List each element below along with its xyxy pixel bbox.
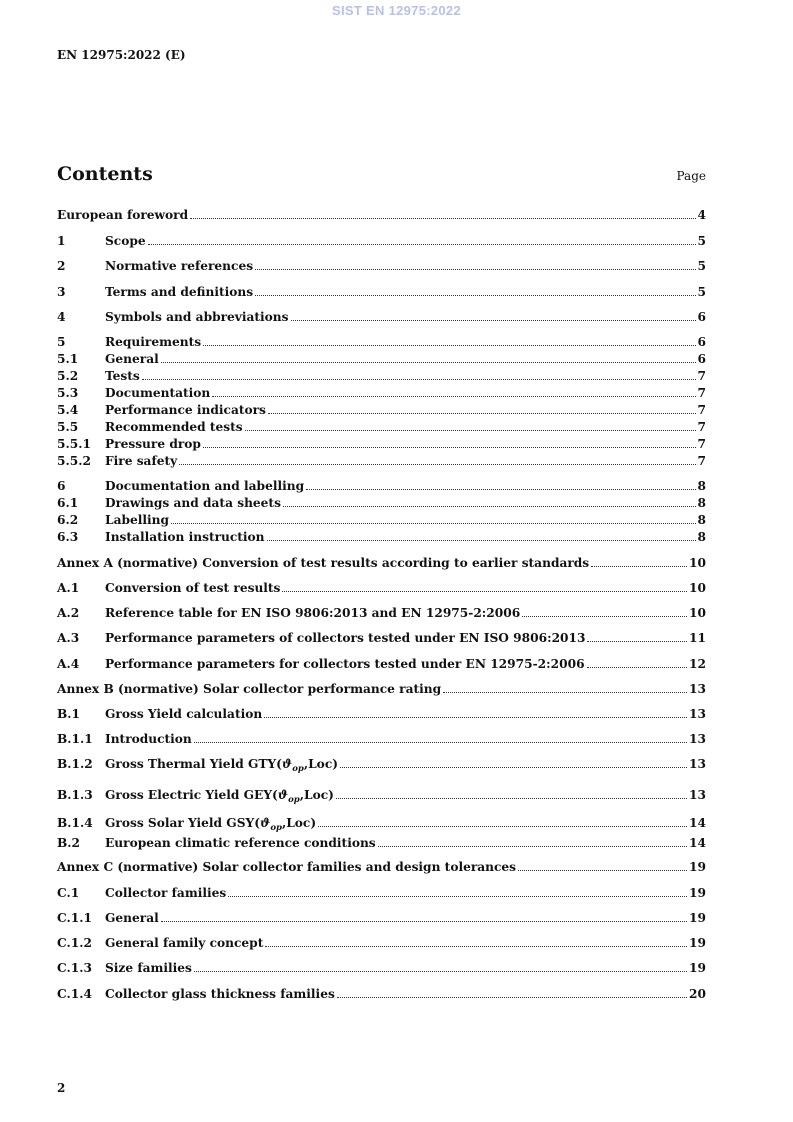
toc-entry-title-suffix: ,Loc) — [299, 788, 334, 802]
toc-dot-leader — [203, 446, 696, 448]
toc-entry-title — [105, 309, 289, 325]
toc-entry-title — [105, 368, 140, 384]
toc-entry[interactable] — [57, 478, 706, 494]
toc-entry-page: 11 — [689, 631, 706, 645]
toc-entry-title-text: Gross Solar Yield GSY( — [105, 816, 260, 830]
theta-symbol: ϑ — [281, 757, 293, 771]
toc-entry-title-text: Scope — [105, 234, 146, 248]
toc-entry-title — [105, 453, 177, 469]
toc-entry-number: 5.5.1 — [57, 437, 91, 451]
toc-entry[interactable] — [57, 859, 706, 875]
toc-entry-number: C.1 — [57, 886, 80, 900]
toc-dot-leader — [378, 845, 687, 847]
toc-entry[interactable] — [57, 935, 706, 951]
toc-entry-title — [105, 815, 316, 831]
toc-entry-page: 10 — [689, 556, 706, 570]
toc-dot-leader — [518, 869, 687, 871]
toc-entry-page: 8 — [697, 513, 706, 527]
toc-entry-page: 13 — [689, 732, 706, 746]
toc-entry-page: 8 — [697, 530, 706, 544]
toc-entry[interactable] — [57, 402, 706, 418]
toc-dot-leader — [212, 395, 695, 397]
toc-entry-page: 10 — [689, 606, 706, 620]
toc-dot-leader — [161, 920, 687, 922]
toc-entry-page: 7 — [697, 454, 706, 468]
toc-entry[interactable] — [57, 233, 706, 249]
toc-entry[interactable] — [57, 207, 706, 223]
toc-dot-leader — [179, 463, 695, 465]
toc-entry-title-suffix: ,Loc) — [303, 757, 339, 771]
toc-entry-title — [105, 385, 210, 401]
toc-entry-page: 13 — [689, 757, 706, 771]
toc-entry-number: 5.1 — [57, 352, 79, 366]
toc-entry-title-text: Gross Thermal Yield GTY( — [105, 757, 282, 771]
toc-entry[interactable] — [57, 986, 706, 1002]
toc-entry-title — [57, 555, 589, 571]
toc-entry[interactable] — [57, 529, 706, 545]
toc-entry[interactable] — [57, 334, 706, 350]
toc-entry-title-text: Introduction — [105, 732, 192, 746]
toc-entry[interactable] — [57, 495, 706, 511]
toc-dot-leader — [283, 505, 696, 507]
toc-entry-number: C.1.2 — [57, 936, 92, 950]
toc-dot-leader — [264, 716, 687, 718]
toc-entry-page: 13 — [689, 707, 706, 721]
toc-entry-title-text: Reference table for EN ISO 9806:2013 and EN 12975-2:2006 — [105, 606, 521, 620]
toc-entry-title — [105, 605, 520, 621]
toc-entry[interactable] — [57, 960, 706, 976]
toc-entry-page: 14 — [689, 816, 706, 830]
toc-entry-number: B.1.3 — [57, 788, 93, 802]
toc-entry-title — [57, 859, 516, 875]
toc-entry-number: A.2 — [57, 606, 80, 620]
toc-entry[interactable] — [57, 284, 706, 300]
toc-entry-title — [105, 835, 376, 851]
toc-entry-title-text: Gross Yield calculation — [105, 707, 263, 721]
toc-entry-title-text: Conversion of test results — [105, 581, 281, 595]
toc-entry-number: 3 — [57, 285, 66, 299]
toc-dot-leader — [267, 539, 696, 541]
toc-entry-title-text: General — [105, 352, 159, 366]
toc-entry-number: 5 — [57, 335, 66, 349]
toc-entry-title-text: Collector families — [105, 886, 227, 900]
toc-entry-page: 19 — [689, 860, 706, 874]
toc-entry-number: 5.2 — [57, 369, 79, 383]
page-number: 2 — [57, 1081, 66, 1095]
toc-entry-title-text: Documentation — [105, 386, 211, 400]
toc-entry-page: 5 — [697, 285, 706, 299]
toc-entry-page: 7 — [697, 420, 706, 434]
toc-entry-title-text: Size families — [105, 961, 192, 975]
toc-dot-leader — [194, 741, 687, 743]
toc-entry-page: 5 — [697, 259, 706, 273]
theta-symbol: ϑ — [260, 816, 271, 830]
toc-entry-number: B.1.2 — [57, 757, 93, 771]
toc-entry-title — [57, 207, 188, 223]
toc-entry-title-text: European foreword — [57, 208, 189, 222]
toc-dot-leader — [318, 825, 687, 827]
toc-entry-number: 2 — [57, 259, 66, 273]
toc-entry-title — [105, 512, 169, 528]
toc-entry-title — [105, 885, 226, 901]
toc-entry-title — [105, 529, 265, 545]
toc-entry-page: 20 — [689, 987, 706, 1001]
toc-dot-leader — [336, 797, 687, 799]
toc-entry-title-text: Performance parameters for collectors tested under EN 12975-2:2006 — [105, 657, 585, 671]
toc-entry-title — [105, 284, 253, 300]
toc-dot-leader — [306, 488, 695, 490]
page-column-label: Page — [676, 169, 706, 183]
toc-dot-leader — [228, 895, 687, 897]
toc-entry[interactable] — [57, 351, 706, 367]
toc-entry-title-text: European climatic reference conditions — [105, 836, 376, 850]
toc-entry-number: 6 — [57, 479, 66, 493]
toc-entry-title-text: Gross Electric Yield GEY( — [105, 788, 278, 802]
toc-entry-number: 5.4 — [57, 403, 79, 417]
toc-entry-title-text: Tests — [105, 369, 140, 383]
toc-entry-number: 5.5 — [57, 420, 79, 434]
toc-entry-title — [105, 706, 262, 722]
document-id: EN 12975:2022 (E) — [57, 48, 186, 62]
toc-entry[interactable] — [57, 706, 706, 722]
toc-entry-title — [105, 986, 335, 1002]
toc-entry-title-text: Labelling — [105, 513, 170, 527]
toc-entry-number: B.2 — [57, 836, 81, 850]
toc-dot-leader — [255, 268, 695, 270]
toc-entry-title-suffix: ,Loc) — [281, 816, 317, 830]
toc-entry-title — [105, 960, 192, 976]
toc-entry-page: 5 — [697, 234, 706, 248]
toc-entry-title — [105, 402, 266, 418]
toc-entry-number: 6.2 — [57, 513, 79, 527]
toc-entry[interactable] — [57, 756, 706, 772]
toc-entry[interactable] — [57, 580, 706, 596]
toc-dot-leader — [203, 344, 695, 346]
subscript-op: op — [292, 764, 304, 774]
toc-entry[interactable] — [57, 385, 706, 401]
toc-entry-page: 14 — [689, 836, 706, 850]
toc-entry-page: 19 — [689, 911, 706, 925]
toc-entry-title-text: Terms and definitions — [105, 285, 254, 299]
toc-entry[interactable] — [57, 731, 706, 747]
toc-dot-leader — [194, 970, 687, 972]
toc-entry-title-text: Drawings and data sheets — [105, 496, 281, 510]
toc-entry-number: A.3 — [57, 631, 80, 645]
toc-entry-title — [105, 351, 159, 367]
toc-entry-number: C.1.3 — [57, 961, 92, 975]
toc-entry-number: 5.3 — [57, 386, 79, 400]
toc-entry-title-text: General family concept — [105, 936, 264, 950]
toc-entry-page: 19 — [689, 961, 706, 975]
toc-entry-page: 8 — [697, 479, 706, 493]
toc-entry-number: 6.3 — [57, 530, 79, 544]
toc-entry-page: 7 — [697, 437, 706, 451]
toc-entry-page: 10 — [689, 581, 706, 595]
toc-entry-title-text: Annex C (normative) Solar collector families and design tolerances — [57, 860, 517, 874]
toc-entry[interactable] — [57, 555, 706, 571]
toc-entry[interactable] — [57, 512, 706, 528]
toc-entry-title — [105, 580, 280, 596]
toc-dot-leader — [443, 691, 687, 693]
toc-dot-leader — [337, 996, 687, 998]
toc-entry-title — [105, 495, 281, 511]
toc-entry[interactable] — [57, 453, 706, 469]
toc-entry-title-text: Requirements — [105, 335, 202, 349]
toc-entry-number: B.1 — [57, 707, 81, 721]
toc-entry-page: 8 — [697, 496, 706, 510]
toc-entry-title — [105, 258, 253, 274]
toc-dot-leader — [291, 319, 696, 321]
toc-entry-page: 6 — [697, 352, 706, 366]
toc-entry-title-text: Normative references — [105, 259, 254, 273]
toc-entry-number: 6.1 — [57, 496, 79, 510]
toc-entry-page: 4 — [697, 208, 706, 222]
toc-entry-page: 19 — [689, 936, 706, 950]
subscript-op: op — [270, 823, 282, 833]
toc-entry-page: 13 — [689, 682, 706, 696]
toc-entry-title — [105, 935, 263, 951]
toc-entry-title-text: Collector glass thickness families — [105, 987, 335, 1001]
toc-dot-leader — [587, 666, 687, 668]
toc-entry-title — [105, 334, 201, 350]
toc-entry-title-text: Documentation and labelling — [105, 479, 305, 493]
toc-entry-title-text: Installation instruction — [105, 530, 265, 544]
toc-entry-title-text: Annex A (normative) Conversion of test results according to earlier standards — [57, 556, 590, 570]
toc-entry[interactable] — [57, 436, 706, 452]
toc-dot-leader — [265, 945, 687, 947]
toc-entry-title-text: Symbols and abbreviations — [105, 310, 289, 324]
toc-dot-leader — [340, 766, 687, 768]
toc-entry-title-text: General — [105, 911, 159, 925]
toc-dot-leader — [245, 429, 696, 431]
toc-entry-number: C.1.4 — [57, 987, 92, 1001]
toc-entry[interactable] — [57, 656, 706, 672]
toc-entry[interactable] — [57, 605, 706, 621]
toc-dot-leader — [255, 294, 695, 296]
toc-entry-page: 7 — [697, 403, 706, 417]
toc-entry-title — [105, 478, 304, 494]
toc-entry-title — [105, 910, 159, 926]
toc-entry[interactable] — [57, 835, 706, 851]
toc-dot-leader — [190, 217, 695, 219]
toc-entry-title-text: Performance indicators — [105, 403, 266, 417]
toc-dot-leader — [268, 412, 696, 414]
toc-entry-title — [105, 436, 201, 452]
toc-entry-page: 6 — [697, 335, 706, 349]
toc-entry-page: 7 — [697, 369, 706, 383]
toc-entry-title — [105, 233, 146, 249]
toc-dot-leader — [142, 378, 696, 380]
toc-entry-number: 4 — [57, 310, 66, 324]
toc-entry[interactable] — [57, 885, 706, 901]
toc-entry-number: A.1 — [57, 581, 80, 595]
toc-entry-number: B.1.1 — [57, 732, 93, 746]
toc-entry-title — [105, 731, 192, 747]
toc-entry[interactable] — [57, 787, 706, 803]
watermark-text: SIST EN 12975:2022 — [332, 3, 461, 18]
toc-entry-page: 12 — [689, 657, 706, 671]
toc-entry-title-text: Performance parameters of collectors tested under EN ISO 9806:2013 — [105, 631, 586, 645]
page-title: Contents — [57, 163, 153, 185]
toc-entry-title — [105, 630, 585, 646]
toc-entry-number: B.1.4 — [57, 816, 93, 830]
toc-dot-leader — [161, 361, 696, 363]
toc-entry-number: A.4 — [57, 657, 80, 671]
toc-dot-leader — [171, 522, 696, 524]
toc-entry[interactable] — [57, 815, 706, 831]
theta-symbol: ϑ — [277, 788, 289, 802]
subscript-op: op — [288, 795, 300, 805]
toc-entry-page: 7 — [697, 386, 706, 400]
toc-entry[interactable] — [57, 258, 706, 274]
toc-entry[interactable] — [57, 630, 706, 646]
toc-entry-number: 5.5.2 — [57, 454, 91, 468]
toc-entry-title-text: Pressure drop — [105, 437, 201, 451]
toc-entry-page: 13 — [689, 788, 706, 802]
toc-dot-leader — [587, 640, 687, 642]
toc-entry-title-text: Fire safety — [105, 454, 178, 468]
toc-entry[interactable] — [57, 368, 706, 384]
toc-entry[interactable] — [57, 419, 706, 435]
toc-dot-leader — [522, 615, 687, 617]
toc-entry-number: C.1.1 — [57, 911, 92, 925]
toc-entry-title-text: Annex B (normative) Solar collector performance rating — [57, 682, 442, 696]
toc-entry-page: 6 — [697, 310, 706, 324]
toc-entry[interactable] — [57, 910, 706, 926]
toc-entry-title — [105, 419, 243, 435]
toc-entry[interactable] — [57, 681, 706, 697]
toc-entry-title — [105, 656, 585, 672]
toc-entry-title-text: Recommended tests — [105, 420, 243, 434]
toc-entry-title — [57, 681, 441, 697]
toc-dot-leader — [591, 565, 687, 567]
toc-dot-leader — [282, 590, 687, 592]
toc-entry-title — [105, 787, 334, 803]
toc-entry-page: 19 — [689, 886, 706, 900]
toc-entry-title — [105, 756, 338, 772]
toc-entry[interactable] — [57, 309, 706, 325]
toc-entry-number: 1 — [57, 234, 66, 248]
toc-dot-leader — [148, 243, 696, 245]
